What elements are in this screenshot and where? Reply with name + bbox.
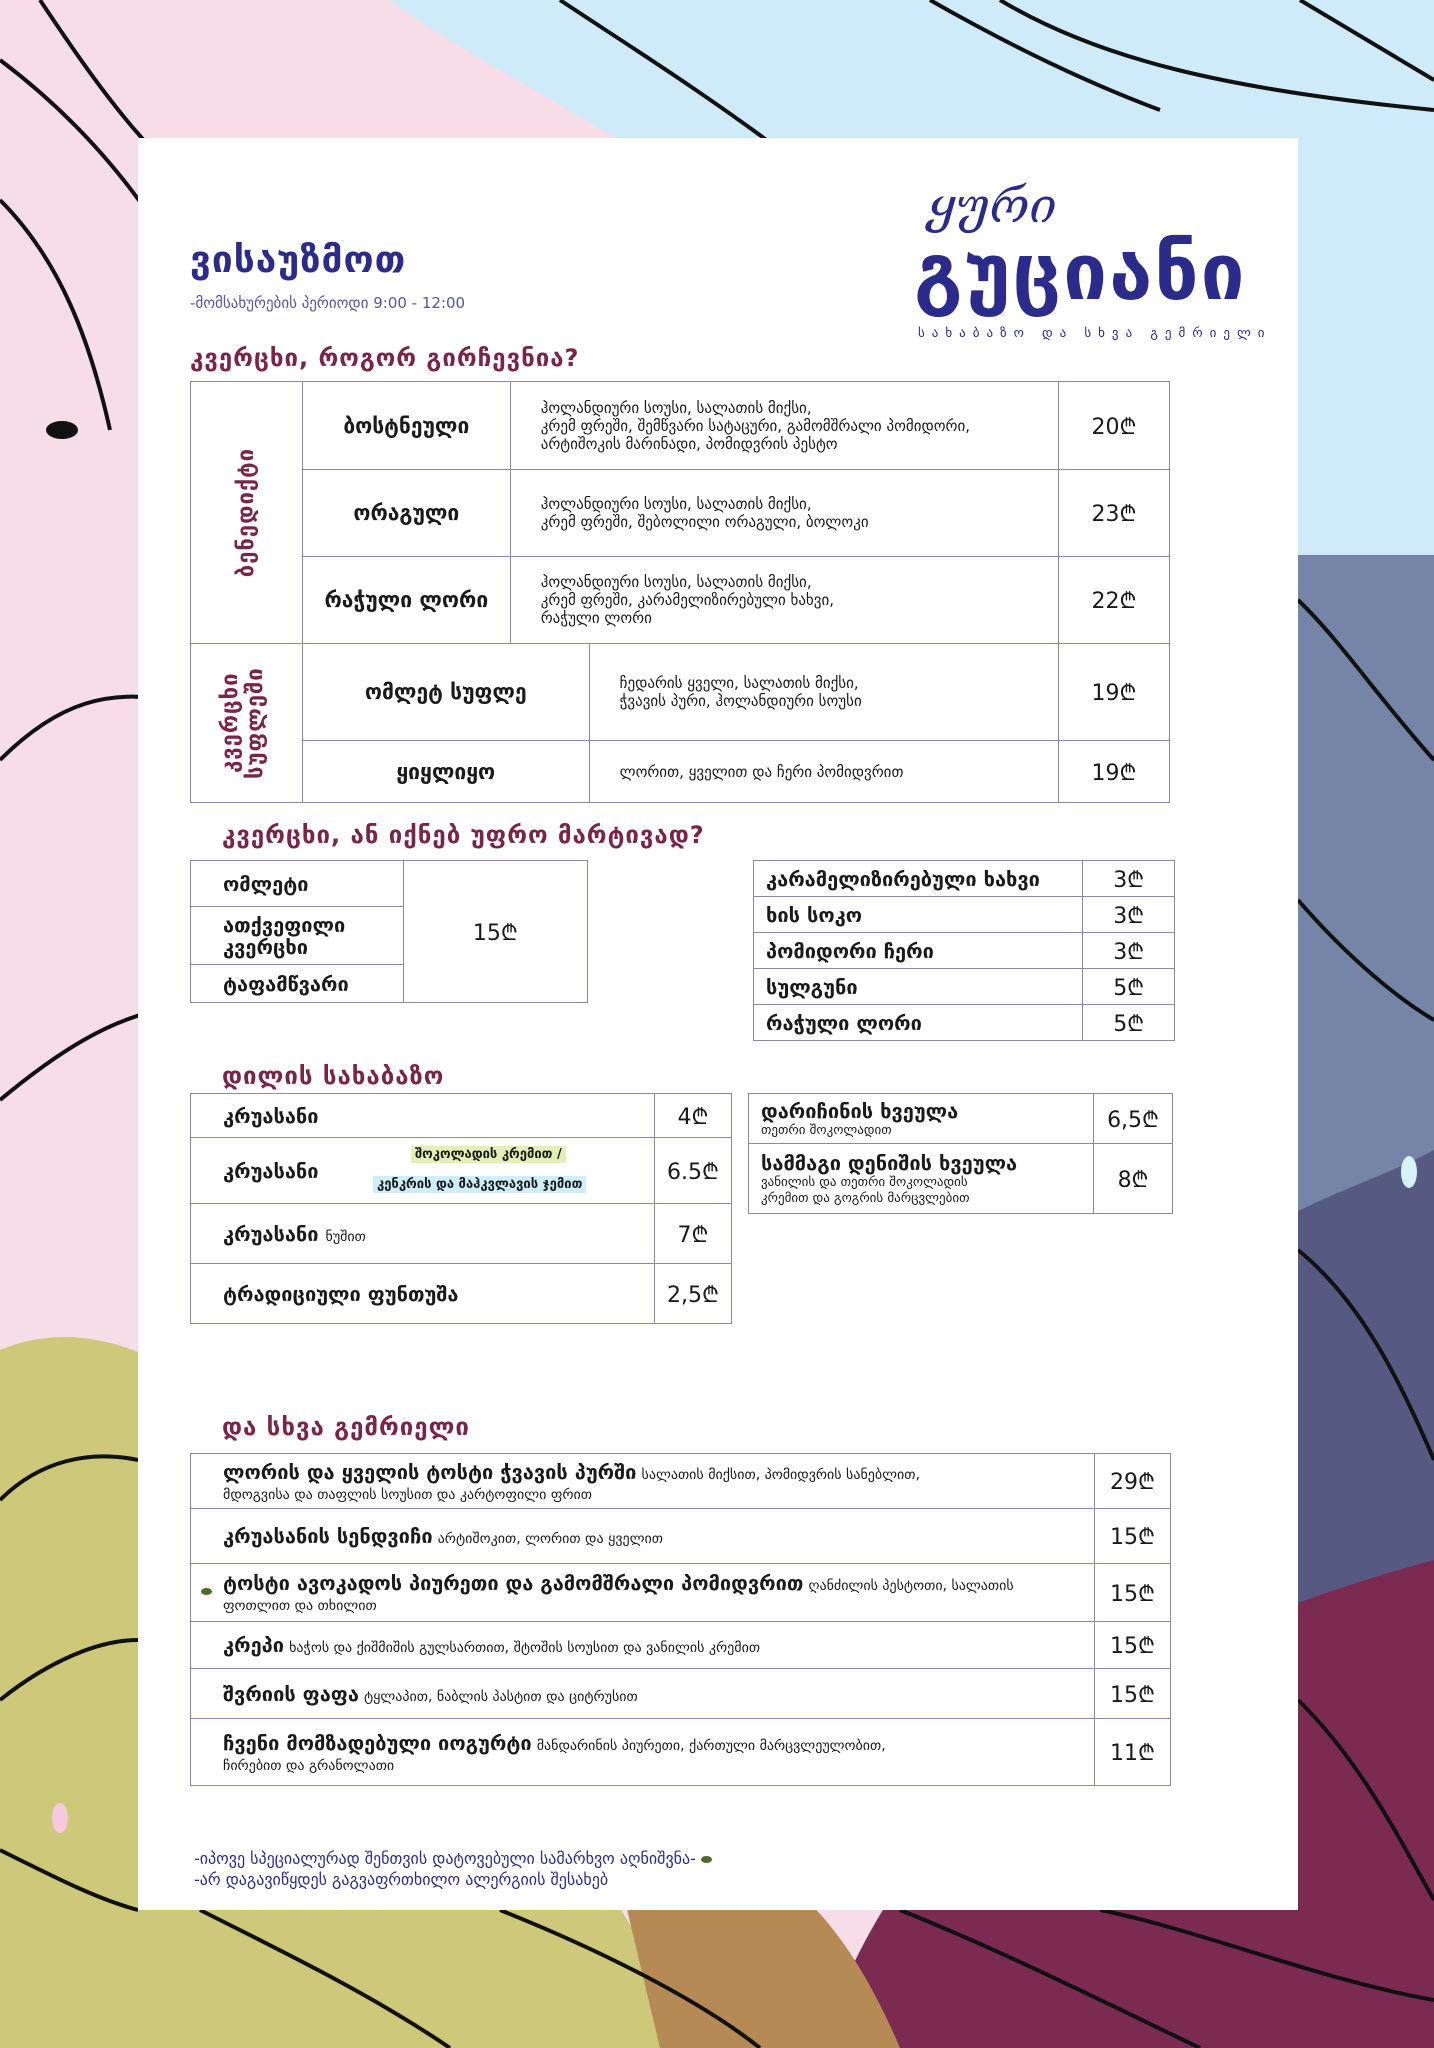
dish-cell (191, 1669, 1095, 1719)
addon-price: 5₾ (1083, 969, 1175, 1005)
pastry-price: 6,5₾ (1094, 1094, 1173, 1144)
section-title-simple-eggs: კვერცხი, ან იქნებ უფრო მარტივად? (222, 821, 705, 849)
bakery-table-left (190, 1093, 732, 1324)
table-row (191, 1564, 1171, 1622)
pastry-cell (749, 1094, 1094, 1144)
dish-name: ლორის და ყველის ტოსტი ჭვავის პურში (223, 1459, 637, 1484)
dish-description-line2: ფოთლით და თხილით (223, 1598, 377, 1614)
section-title-eggs: კვერცხი, როგორ გირჩევნია? (190, 344, 580, 372)
table-row (191, 1454, 1171, 1509)
footer-lenten-note: -იპოვე სპეციალურად შენთვის დატოვებული სამარხვო აღნიშვნა- (194, 1849, 696, 1868)
pastry-price: 6.5₾ (655, 1138, 732, 1204)
logo-script-text: ყური (928, 178, 1057, 234)
dish-description: ლორით, ყველით და ჩერი პომიდვრით (589, 741, 1058, 803)
dish-price: 15₾ (1095, 1564, 1171, 1622)
pastry-price: 4₾ (655, 1094, 732, 1138)
group-label-cell (191, 382, 303, 644)
addon-name: პომიდორი ჩერი (754, 933, 1083, 969)
dish-description: არტიშოკით, ლორით და ყველით (437, 1531, 663, 1547)
table-row (191, 470, 1170, 557)
item-name: ტაფამწვარი (191, 965, 404, 1003)
dish-name: კრეპი (223, 1633, 285, 1657)
eggs-table (190, 381, 1170, 803)
dish-description: ღანძილის პესტოთი, სალათის (808, 1578, 1014, 1594)
pastry-name: კრუასანი (191, 1094, 655, 1138)
dish-name: ორაგული (302, 470, 510, 557)
dish-name: კრუასანის სენდვიჩი (223, 1524, 433, 1548)
pastry-name: დარიჩინის ხვეულა (761, 1099, 959, 1123)
dish-price: 15₾ (1095, 1669, 1171, 1719)
table-row (191, 1669, 1171, 1719)
table-row (191, 1094, 732, 1138)
table-row (191, 1719, 1171, 1786)
dish-cell (191, 1509, 1095, 1564)
dish-name: რაჭული ლორი (302, 557, 510, 644)
dish-price: 19₾ (1059, 644, 1170, 741)
table-row (191, 861, 588, 907)
pastry-name-cell (191, 1138, 655, 1204)
dish-description: ხაჭოს და ქიშმიშის გულსართით, შტოშის სოუსით და ვანილის კრემით (289, 1640, 761, 1656)
dish-price: 11₾ (1095, 1719, 1171, 1786)
dish-name: შვრიის ფაფა (223, 1681, 359, 1706)
dish-name: ომლეტ სუფლე (302, 644, 589, 741)
service-hours: -მომსახურების პერიოდი 9:00 - 12:00 (190, 294, 466, 312)
logo-wordmark: გუციანი (914, 228, 1247, 318)
table-row (191, 1264, 732, 1324)
dish-description-line2: მდოგვისა და თაფლის სოუსით და კარტოფილი ფრით (223, 1486, 592, 1503)
pastry-name: კრუასანი (223, 1158, 319, 1183)
item-name: ომლეტი (191, 861, 404, 907)
addon-price: 3₾ (1083, 933, 1175, 969)
addon-name: სულგუნი (754, 969, 1083, 1005)
pastry-price: 7₾ (655, 1204, 732, 1264)
dish-description: მანდარინის პიურეთი, ქართული მარცვლეულობით, (536, 1737, 886, 1754)
group-label-benedict: ბენედიქტი (233, 447, 259, 578)
table-row (754, 969, 1175, 1005)
addon-name: კარამელიზირებული ხახვი (754, 861, 1083, 897)
pastry-description: თეთრი შოკოლადით (761, 1123, 892, 1138)
dish-name: ტოსტი ავოკადოს პიურეთი და გამომშრალი პომიდვრით (223, 1571, 804, 1595)
pastry-note: ნუშით (325, 1228, 366, 1245)
dish-name: ჩვენი მომზადებული იოგურტი (223, 1730, 532, 1755)
dish-price: 15₾ (1095, 1509, 1171, 1564)
pastry-name: ტრადიციული ფუნთუშა (191, 1264, 655, 1324)
pastry-description: კრემით და გოგრის მარცვლებით (761, 1190, 970, 1206)
addon-price: 3₾ (1083, 861, 1175, 897)
dish-cell (191, 1622, 1095, 1669)
table-row (191, 382, 1170, 470)
addon-price: 3₾ (1083, 897, 1175, 933)
addon-price: 5₾ (1083, 1005, 1175, 1041)
dish-price: 22₾ (1059, 557, 1170, 644)
table-row (191, 557, 1170, 644)
pastry-description: ვანილის და თეთრი შოკოლადის (761, 1174, 968, 1190)
item-name: ათქვეფილი კვერცხი (191, 907, 404, 965)
dish-description: ჰოლანდიური სოუსი, სალათის მიქსი, კრემ ფრეში, კარამელიზირებული ხახვი, რაჭული ლორი (510, 557, 1058, 644)
dish-description-line2: ჩირებით და გრანოლათი (223, 1757, 395, 1774)
group-label-cell (191, 644, 303, 803)
addon-name: რაჭული ლორი (754, 1005, 1083, 1041)
dish-description: ტყლაპით, ნაბლის პასტით და ციტრუსით (364, 1688, 638, 1705)
addon-name: ხის სოკო (754, 897, 1083, 933)
dish-name: ბოსტნეული (302, 382, 510, 470)
group-label-souffle: კვერცხი სუფლეში (218, 667, 269, 779)
dish-price: 23₾ (1059, 470, 1170, 557)
dish-name: ყიყლიყო (302, 741, 589, 803)
dish-description: ჰოლანდიური სოუსი, სალათის მიქსი, კრემ ფრეში, შემწვარი სატაცური, გამომშრალი პომიდორი, არტიშოკის მარინადი, პომიდვრის პესტო (510, 382, 1058, 470)
simple-eggs-table (190, 860, 588, 1003)
page-title: ვისაუზმოთ (190, 238, 407, 281)
dish-cell (191, 1564, 1095, 1622)
logo (878, 148, 1298, 368)
table-row (191, 1204, 732, 1264)
table-row (191, 1509, 1171, 1564)
table-row (754, 1005, 1175, 1041)
menu-page (138, 138, 1298, 1910)
table-row (749, 1144, 1173, 1214)
section-title-other: და სხვა გემრიელი (222, 1413, 470, 1441)
bakery-table-right (748, 1093, 1173, 1214)
table-row (191, 1138, 732, 1204)
dish-description: ჩედარის ყველი, სალათის მიქსი, ჭვავის პური, ჰოლანდიური სოუსი (589, 644, 1058, 741)
pastry-name: კრუასანი (223, 1221, 319, 1246)
shared-price: 15₾ (403, 861, 587, 1003)
dish-cell (191, 1719, 1095, 1786)
lenten-leaf-icon (201, 1588, 212, 1595)
logo-tagline: სახაბაზო და სხვა გემრიელი (918, 326, 1272, 341)
dish-cell (191, 1454, 1095, 1509)
footer-allergy-note: -არ დაგავიწყდეს გაგვაფრთხილო ალერგიის შესახებ (194, 1870, 609, 1889)
pastry-cell (749, 1144, 1094, 1214)
pastry-note-chocolate: შოკოლადის კრემით / (411, 1146, 566, 1163)
table-row (191, 1622, 1171, 1669)
table-row (749, 1094, 1173, 1144)
other-dishes-table (190, 1453, 1171, 1786)
dish-price: 19₾ (1059, 741, 1170, 803)
pastry-name-cell (191, 1204, 655, 1264)
table-row (191, 741, 1170, 803)
dish-price: 29₾ (1095, 1454, 1171, 1509)
dish-description: ჰოლანდიური სოუსი, სალათის მიქსი, კრემ ფრეში, შებოლილი ორაგული, ბოლოკი (510, 470, 1058, 557)
footer-notes (194, 1848, 712, 1890)
table-row (754, 897, 1175, 933)
pastry-note-berry: კენკრის და მაჰკვლავის ჯემით (373, 1176, 586, 1193)
dish-price: 20₾ (1059, 382, 1170, 470)
section-title-bakery: დილის სახაბაზო (222, 1062, 445, 1090)
table-row (754, 861, 1175, 897)
pastry-price: 8₾ (1094, 1144, 1173, 1214)
pastry-name: სამმაგი დენიშის ხვეულა (761, 1150, 1018, 1175)
lenten-leaf-icon (701, 1856, 712, 1863)
dish-description: სალათის მიქსით, პომიდვრის სანებლით, (641, 1466, 920, 1483)
table-row (191, 644, 1170, 741)
addons-table (753, 860, 1175, 1041)
dish-price: 15₾ (1095, 1622, 1171, 1669)
table-row (754, 933, 1175, 969)
pastry-price: 2,5₾ (655, 1264, 732, 1324)
